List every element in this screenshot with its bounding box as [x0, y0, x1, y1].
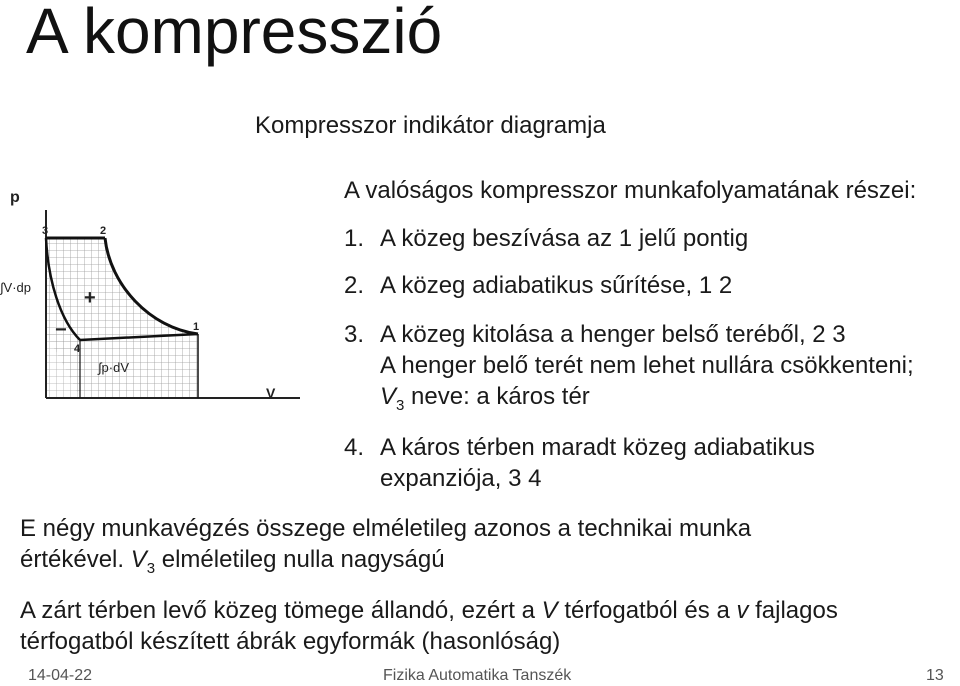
indicator-diagram [0, 180, 320, 420]
v-subscript: 3 [396, 397, 405, 414]
footer-department: Fizika Automatika Tanszék [383, 667, 572, 684]
text-fragment: térfogatból és a [557, 597, 737, 624]
specific-volume-symbol: v [736, 597, 749, 624]
volume-symbol: V [541, 597, 558, 624]
paragraph-1-line-2 [20, 545, 445, 578]
intro-text: A valóságos kompresszor munkafolyamatának részei: [344, 177, 917, 204]
point-4-label: 4 [74, 343, 81, 355]
v-symbol: V [130, 546, 147, 573]
step3-note: A henger belő terét nem lehet nullára csökkenteni; [380, 352, 914, 379]
plus-sign: + [84, 287, 96, 309]
text-fragment: elméletileg nulla nagyságú [155, 546, 445, 573]
footer-page-number: 13 [926, 667, 944, 684]
list-text: A közeg beszívása az 1 jelű pontig [380, 225, 749, 252]
integral-vdp-label: ∫V·dp [0, 280, 32, 295]
text-fragment: fajlagos [748, 597, 838, 624]
axis-p-label: p [10, 189, 20, 206]
step4-continuation: expanziója, 3 4 [380, 465, 542, 492]
list-number: 2. [344, 272, 365, 299]
list-number: 1. [344, 225, 365, 252]
point-1-label: 1 [193, 321, 200, 333]
point-2-label: 2 [100, 225, 107, 237]
list-text: A káros térben maradt közeg adiabatikus [380, 434, 815, 461]
list-number: 4. [344, 434, 365, 461]
list-item [344, 224, 748, 254]
harmful-space-text: neve: a káros tér [404, 383, 590, 410]
diagram-subtitle: Kompresszor indikátor diagramja [255, 112, 606, 139]
v-symbol: V [380, 383, 397, 410]
list-text: A közeg adiabatikus sűrítése, 1 2 [380, 272, 733, 299]
text-fragment: A zárt térben levő közeg tömege állandó, ezért a [20, 597, 542, 624]
list-item [344, 271, 732, 301]
minus-sign: − [55, 319, 67, 341]
paragraph-2-line-2: térfogatból készített ábrák egyformák (hasonlóság) [20, 628, 561, 655]
integral-pdv-label: ∫p·dV [98, 360, 130, 375]
paragraph-2-line-1 [20, 596, 838, 626]
paragraph-1-line-1: E négy munkavégzés összege elméletileg azonos a technikai munka [20, 515, 752, 542]
axis-v-label: V [266, 385, 276, 401]
list-number: 3. [344, 321, 365, 348]
step3-v3-line [380, 382, 590, 415]
list-text: A közeg kitolása a henger belső teréből, 2 3 [380, 321, 846, 348]
v-subscript: 3 [146, 560, 156, 577]
point-3-label: 3 [42, 225, 49, 237]
list-item [344, 433, 815, 463]
slide-title: A kompresszió [26, 0, 443, 67]
list-item [344, 320, 846, 350]
footer-date: 14-04-22 [28, 667, 93, 684]
text-fragment: értékével. [20, 546, 131, 573]
